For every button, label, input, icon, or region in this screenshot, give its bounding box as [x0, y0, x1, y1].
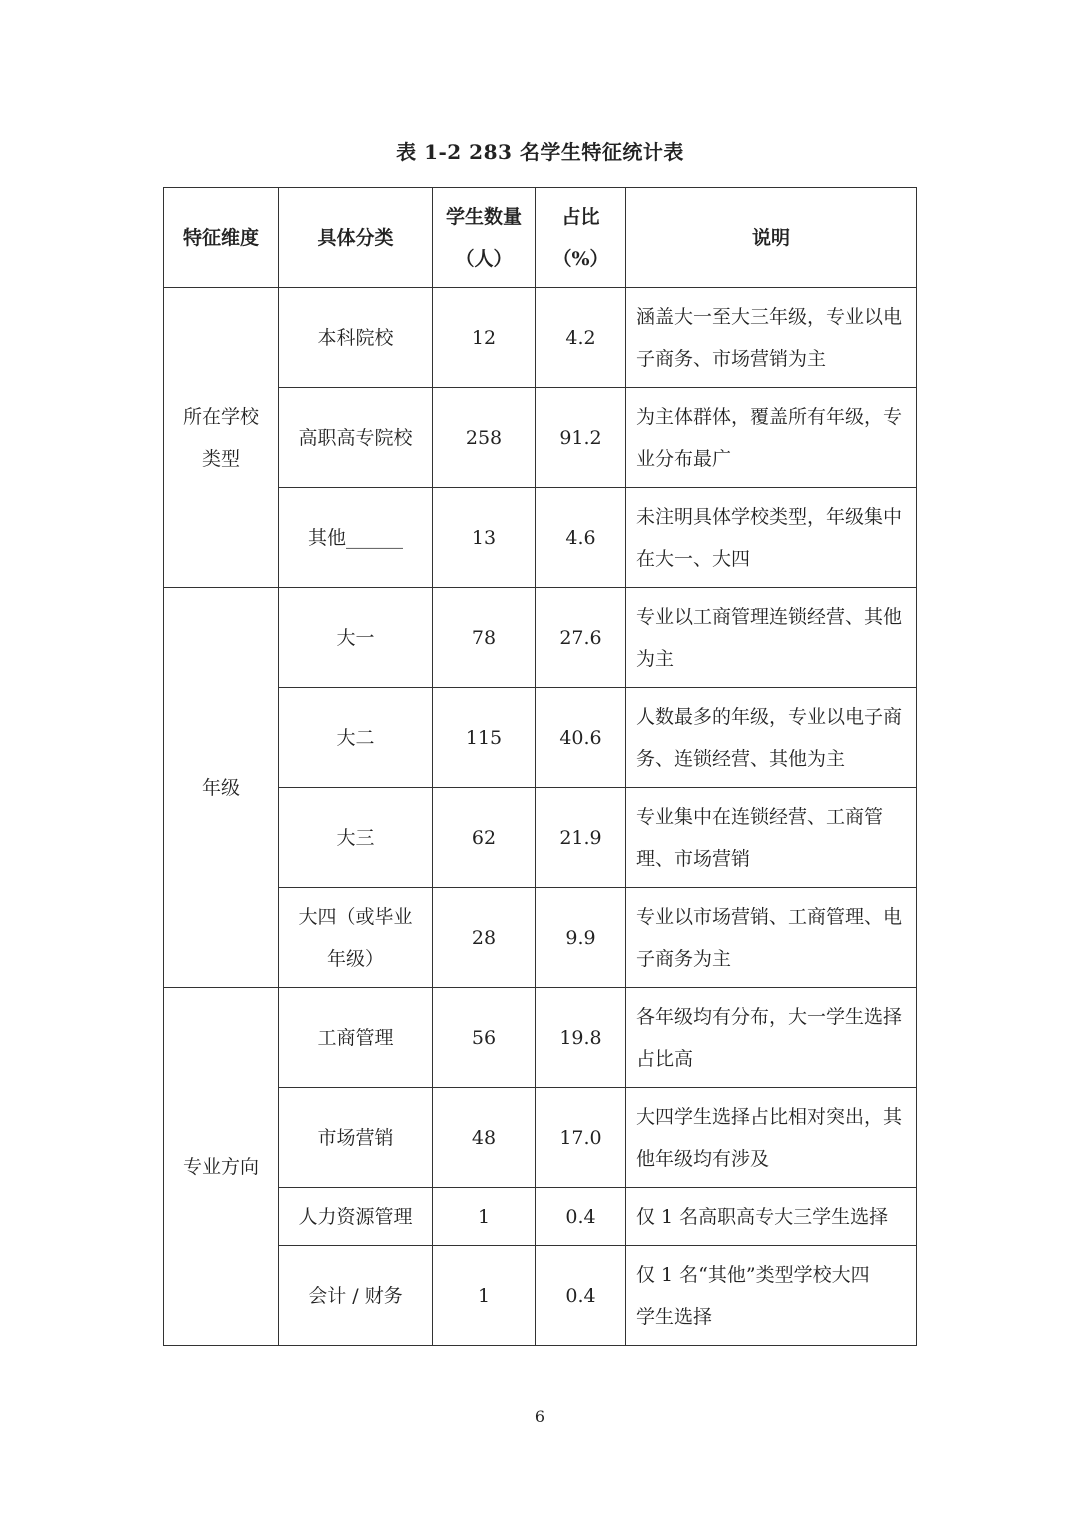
category-cell — [279, 688, 433, 788]
ratio-cell: 0.4 — [536, 1246, 626, 1346]
category-cell-line: 大四（或毕业 — [298, 905, 413, 928]
dimension-line: 所在学校 — [182, 405, 259, 428]
note-cell-line: 仅 1 名高职高专大三学生选择 — [636, 1205, 889, 1228]
category-cell — [279, 788, 433, 888]
note-cell-line: 学生选择 — [636, 1305, 713, 1328]
dimension-line: 年级 — [201, 776, 240, 799]
header-count-line1: 学生数量 — [445, 205, 522, 228]
note-cell-line: 业分布最广 — [636, 447, 732, 470]
ratio-cell: 27.6 — [536, 588, 626, 688]
header-category: 具体分类 — [279, 188, 433, 288]
category-cell-line: 市场营销 — [317, 1126, 394, 1149]
category-cell-line: 工商管理 — [317, 1026, 394, 1049]
note-cell-line: 专业以市场营销、工商管理、电 — [636, 905, 903, 928]
category-cell — [279, 1188, 433, 1246]
table-title: 表 1-2 283 名学生特征统计表 — [396, 140, 684, 164]
note-cell — [626, 1246, 917, 1346]
ratio-cell: 4.2 — [536, 288, 626, 388]
ratio-cell: 19.8 — [536, 988, 626, 1088]
count-cell: 28 — [433, 888, 536, 988]
note-cell-line: 未注明具体学校类型，年级集中 — [636, 505, 903, 528]
category-cell — [279, 988, 433, 1088]
dimension-line: 类型 — [201, 447, 240, 470]
note-cell-line: 大四学生选择占比相对突出，其 — [636, 1105, 903, 1128]
note-cell-line: 各年级均有分布，大一学生选择 — [636, 1005, 903, 1028]
dimension-cell — [164, 588, 279, 988]
note-cell — [626, 388, 917, 488]
category-cell-line: 会计 / 财务 — [308, 1284, 403, 1307]
ratio-cell: 17.0 — [536, 1088, 626, 1188]
category-cell-line: 其他______ — [307, 526, 403, 549]
category-cell — [279, 588, 433, 688]
note-cell-line: 子商务为主 — [636, 947, 732, 970]
note-cell-line: 务、连锁经营、其他为主 — [636, 747, 846, 770]
header-count — [433, 188, 536, 288]
header-ratio-line1: 占比 — [561, 205, 600, 228]
category-cell — [279, 488, 433, 588]
note-cell-line: 涵盖大一至大三年级，专业以电 — [636, 305, 903, 328]
category-cell-line: 本科院校 — [317, 326, 394, 349]
ratio-cell: 40.6 — [536, 688, 626, 788]
student-stats-table — [163, 187, 917, 1346]
table-row — [164, 988, 917, 1088]
category-cell-line: 大二 — [336, 726, 375, 749]
category-cell — [279, 388, 433, 488]
ratio-cell: 21.9 — [536, 788, 626, 888]
note-cell-line: 占比高 — [636, 1047, 694, 1070]
header-row — [164, 188, 917, 288]
header-count-line2: （人） — [455, 247, 513, 270]
header-note: 说明 — [626, 188, 917, 288]
note-cell — [626, 1188, 917, 1246]
note-cell-line: 专业集中在连锁经营、工商管 — [636, 805, 884, 828]
count-cell: 1 — [433, 1246, 536, 1346]
table-row — [164, 288, 917, 388]
ratio-cell: 4.6 — [536, 488, 626, 588]
note-cell — [626, 988, 917, 1088]
note-cell-line: 他年级均有涉及 — [636, 1147, 770, 1170]
note-cell — [626, 688, 917, 788]
count-cell: 56 — [433, 988, 536, 1088]
dimension-cell — [164, 988, 279, 1346]
note-cell-line: 人数最多的年级，专业以电子商 — [636, 705, 903, 728]
count-cell: 258 — [433, 388, 536, 488]
table-body — [164, 288, 917, 1346]
count-cell: 115 — [433, 688, 536, 788]
note-cell-line: 子商务、市场营销为主 — [636, 347, 827, 370]
note-cell — [626, 288, 917, 388]
header-ratio-line2: （%） — [552, 247, 609, 270]
note-cell-line: 为主 — [636, 647, 675, 670]
category-cell-line: 高职高专院校 — [298, 426, 413, 449]
count-cell: 1 — [433, 1188, 536, 1246]
category-cell-line: 大一 — [336, 626, 375, 649]
ratio-cell: 0.4 — [536, 1188, 626, 1246]
note-cell — [626, 588, 917, 688]
count-cell: 48 — [433, 1088, 536, 1188]
note-cell — [626, 888, 917, 988]
note-cell — [626, 788, 917, 888]
category-cell — [279, 888, 433, 988]
note-cell — [626, 1088, 917, 1188]
header-ratio — [536, 188, 626, 288]
dimension-cell — [164, 288, 279, 588]
category-cell — [279, 1246, 433, 1346]
category-cell — [279, 288, 433, 388]
count-cell: 12 — [433, 288, 536, 388]
note-cell-line: 仅 1 名“其他”类型学校大四 — [636, 1263, 870, 1286]
table-row — [164, 588, 917, 688]
note-cell-line: 为主体群体，覆盖所有年级，专 — [636, 405, 903, 428]
count-cell: 62 — [433, 788, 536, 888]
dimension-line: 专业方向 — [182, 1155, 259, 1178]
ratio-cell: 91.2 — [536, 388, 626, 488]
page-number: 6 — [534, 1407, 546, 1426]
note-cell — [626, 488, 917, 588]
header-dimension: 特征维度 — [164, 188, 279, 288]
note-cell-line: 专业以工商管理连锁经营、其他 — [636, 605, 903, 628]
category-cell — [279, 1088, 433, 1188]
category-cell-line: 年级） — [326, 947, 384, 970]
count-cell: 78 — [433, 588, 536, 688]
category-cell-line: 大三 — [336, 826, 375, 849]
note-cell-line: 在大一、大四 — [636, 547, 751, 570]
count-cell: 13 — [433, 488, 536, 588]
ratio-cell: 9.9 — [536, 888, 626, 988]
category-cell-line: 人力资源管理 — [298, 1205, 413, 1228]
note-cell-line: 理、市场营销 — [636, 847, 751, 870]
